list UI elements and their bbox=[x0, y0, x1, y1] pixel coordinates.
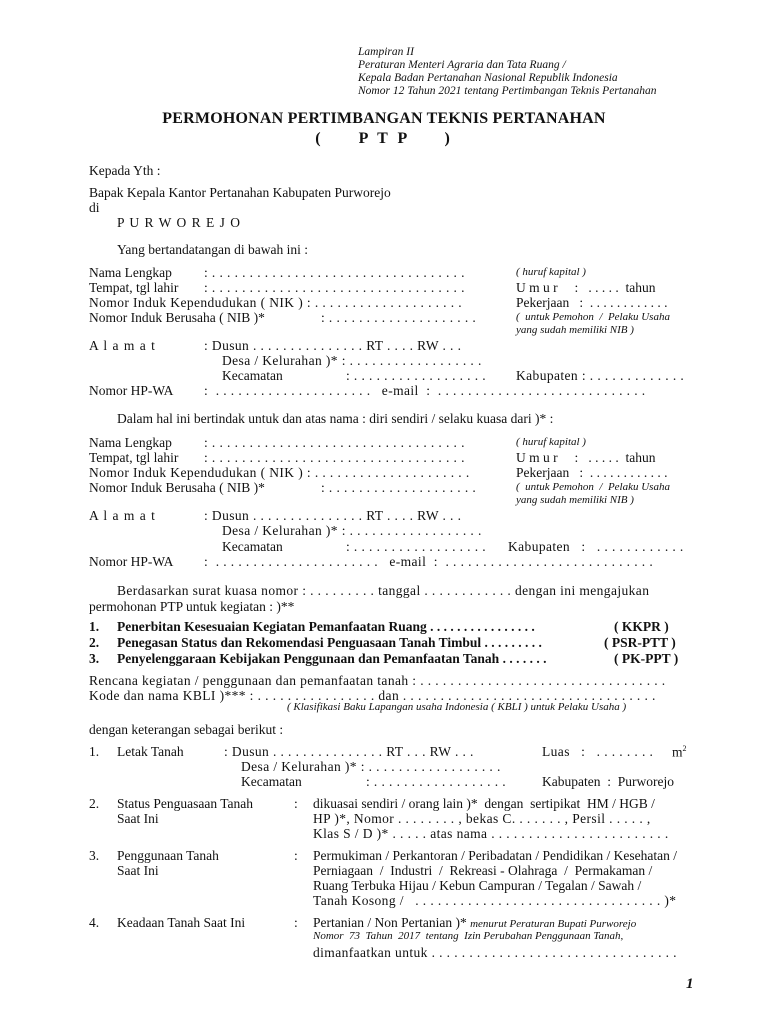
intro-text: Yang bertandatangan di bawah ini : bbox=[117, 242, 308, 257]
form2-alamat-label: A l a m a t bbox=[89, 508, 156, 523]
header-line-2: Peraturan Menteri Agraria dan Tata Ruang / bbox=[358, 59, 566, 71]
form2-nib-note-1: ( untuk Pemohon / Pelaku Usaha bbox=[516, 481, 670, 493]
form1-nik-field[interactable]: Nomor Induk Kependudukan ( NIK ) : . . . . . . . . . . . . . . . . . . . . bbox=[89, 295, 463, 310]
form1-nama-label: Nama Lengkap bbox=[89, 265, 172, 280]
item-3-colon: : bbox=[294, 848, 298, 863]
recipient-city: P U R W O R E J O bbox=[117, 215, 242, 230]
item-3-label-2: Saat Ini bbox=[117, 863, 159, 878]
item-4-line-1a: Pertanian / Non Pertanian )* bbox=[313, 915, 467, 930]
item-1-kecamatan-label: Kecamatan bbox=[241, 774, 302, 789]
recipient-di: di bbox=[89, 200, 100, 215]
form2-desa-field[interactable]: Desa / Kelurahan )* : . . . . . . . . . . . . . . . . . . bbox=[222, 523, 482, 538]
form1-kabupaten-field[interactable]: Kabupaten : . . . . . . . . . . . . . bbox=[516, 368, 685, 383]
form2-umur-field[interactable]: U m u r : . . . . . tahun bbox=[516, 450, 656, 465]
page-subtitle: ( P T P ) bbox=[315, 130, 453, 147]
recipient-kepada: Kepada Yth : bbox=[89, 163, 161, 178]
header-line-3: Kepala Badan Pertanahan Nasional Republik Indonesia bbox=[358, 72, 618, 84]
form1-pekerjaan-field[interactable]: Pekerjaan : . . . . . . . . . . . . bbox=[516, 295, 668, 310]
form2-nib-note-2: yang sudah memiliki NIB ) bbox=[516, 494, 634, 506]
form1-hp-label: Nomor HP-WA bbox=[89, 383, 174, 398]
item-4-line-3[interactable]: dimanfaatkan untuk . . . . . . . . . . . . . . . . . . . . . . . . . . . . . . . . . bbox=[313, 945, 677, 960]
item-3-line-3[interactable]: Ruang Terbuka Hijau / Kebun Campuran / Tegalan / Sawah / bbox=[313, 878, 642, 893]
recipient-bapak: Bapak Kepala Kantor Pertanahan Kabupaten Purworejo bbox=[89, 185, 391, 200]
form2-ttl-label: Tempat, tgl lahir bbox=[89, 450, 179, 465]
form2-nama-label: Nama Lengkap bbox=[89, 435, 172, 450]
page-number: 1 bbox=[686, 976, 694, 992]
item-3-label-1: Penggunaan Tanah bbox=[117, 848, 219, 863]
form2-nama-note: ( huruf kapital ) bbox=[516, 436, 586, 448]
item-1-luas-field[interactable]: Luas : . . . . . . . . bbox=[542, 744, 654, 759]
form1-nib-label: Nomor Induk Berusaha ( NIB )* bbox=[89, 310, 265, 325]
form1-alamat-label: A l a m a t bbox=[89, 338, 156, 353]
item-4-num: 4. bbox=[89, 915, 100, 930]
keterangan-intro: dengan keterangan sebagai berikut : bbox=[89, 722, 284, 737]
form1-nib-field[interactable]: : . . . . . . . . . . . . . . . . . . . . bbox=[321, 310, 477, 325]
form2-nik-field[interactable]: Nomor Induk Kependudukan ( NIK ) : . . . . . . . . . . . . . . . . . . . . . bbox=[89, 465, 470, 480]
form2-ttl-field[interactable]: : . . . . . . . . . . . . . . . . . . . . . . . . . . . . . . . . . . bbox=[204, 450, 465, 465]
form1-ttl-field[interactable]: : . . . . . . . . . . . . . . . . . . . . . . . . . . . . . . . . . . bbox=[204, 280, 465, 295]
act-on-behalf-text: Dalam hal ini bertindak untuk dan atas nama : diri sendiri / selaku kuasa dari )* : bbox=[117, 411, 554, 426]
item-2-label-1: Status Penguasaan Tanah bbox=[117, 796, 254, 811]
header-line-1: Lampiran II bbox=[358, 46, 414, 58]
activity-1-text[interactable]: Penerbitan Kesesuaian Kegiatan Pemanfaatan Ruang . . . . . . . . . . . . . . . . bbox=[117, 619, 535, 634]
form1-dusun-field[interactable]: : Dusun . . . . . . . . . . . . . . . RT . . . . RW . . . bbox=[204, 338, 462, 353]
form2-nama-field[interactable]: : . . . . . . . . . . . . . . . . . . . . . . . . . . . . . . . . . . bbox=[204, 435, 465, 450]
form2-nib-field[interactable]: : . . . . . . . . . . . . . . . . . . . . bbox=[321, 480, 477, 495]
form1-hp-email-field[interactable]: : . . . . . . . . . . . . . . . . . . . . . e-mail : . . . . . . . . . . . . . . . . . . . . . . . . . . . . bbox=[204, 383, 646, 398]
form2-nib-label: Nomor Induk Berusaha ( NIB )* bbox=[89, 480, 265, 495]
activity-1-num: 1. bbox=[89, 619, 100, 634]
rencana-line-1[interactable]: Rencana kegiatan / penggunaan dan pemanfaatan tanah : . . . . . . . . . . . . . . . . . . . . . . . . . . . . . . . . . bbox=[89, 673, 666, 688]
activity-2-text[interactable]: Penegasan Status dan Rekomendasi Penguasaan Tanah Timbul . . . . . . . . . bbox=[117, 635, 542, 650]
form1-ttl-label: Tempat, tgl lahir bbox=[89, 280, 179, 295]
form1-nib-note-1: ( untuk Pemohon / Pelaku Usaha bbox=[516, 311, 670, 323]
item-1-kecamatan-field[interactable]: : . . . . . . . . . . . . . . . . . . bbox=[366, 774, 507, 789]
item-1-num: 1. bbox=[89, 744, 100, 759]
activity-1-code: ( KKPR ) bbox=[614, 619, 669, 634]
form2-kecamatan-field[interactable]: : . . . . . . . . . . . . . . . . . . bbox=[346, 539, 487, 554]
item-2-label-2: Saat Ini bbox=[117, 811, 159, 826]
item-3-num: 3. bbox=[89, 848, 100, 863]
item-3-line-2[interactable]: Perniagaan / Industri / Rekreasi - Olahraga / Permakaman / bbox=[313, 863, 653, 878]
item-2-num: 2. bbox=[89, 796, 100, 811]
form2-pekerjaan-field[interactable]: Pekerjaan : . . . . . . . . . . . . bbox=[516, 465, 668, 480]
item-1-kabupaten: Kabupaten : Purworejo bbox=[542, 774, 674, 789]
form1-nib-note-2: yang sudah memiliki NIB ) bbox=[516, 324, 634, 336]
rencana-note: ( Klasifikasi Baku Lapangan usaha Indonesia ( KBLI ) untuk Pelaku Usaha ) bbox=[287, 701, 627, 713]
item-1-dusun-field[interactable]: : Dusun . . . . . . . . . . . . . . . RT . . . RW . . . bbox=[224, 744, 474, 759]
item-1-luas-unit: $m^2$ bbox=[672, 744, 687, 760]
activity-3-num: 3. bbox=[89, 651, 100, 666]
form2-hp-email-field[interactable]: : . . . . . . . . . . . . . . . . . . . . . . e-mail : . . . . . . . . . . . . . . . . . . . . . . . . . . . . bbox=[204, 554, 654, 569]
form1-desa-field[interactable]: Desa / Kelurahan )* : . . . . . . . . . . . . . . . . . . bbox=[222, 353, 482, 368]
form1-kecamatan-label: Kecamatan bbox=[222, 368, 283, 383]
kuasa-line-2: permohonan PTP untuk kegiatan : )** bbox=[89, 599, 295, 614]
item-1-desa-field[interactable]: Desa / Kelurahan )* : . . . . . . . . . . . . . . . . . . bbox=[241, 759, 501, 774]
header-line-4: Nomor 12 Tahun 2021 tentang Pertimbangan Teknis Pertanahan bbox=[358, 85, 657, 97]
form1-umur-field[interactable]: U m u r : . . . . . tahun bbox=[516, 280, 656, 295]
form1-nama-field[interactable]: : . . . . . . . . . . . . . . . . . . . . . . . . . . . . . . . . . . bbox=[204, 265, 465, 280]
activity-3-code: ( PK-PPT ) bbox=[614, 651, 679, 666]
item-3-line-4[interactable]: Tanah Kosong / . . . . . . . . . . . . . . . . . . . . . . . . . . . . . . . . . )* bbox=[313, 893, 677, 908]
kuasa-line-1[interactable]: Berdasarkan surat kuasa nomor : . . . . . . . . . tanggal . . . . . . . . . . . . dengan ini mengajukan bbox=[117, 583, 650, 598]
item-2-line-3[interactable]: Klas S / D )* . . . . . atas nama . . . . . . . . . . . . . . . . . . . . . . . . bbox=[313, 826, 669, 841]
form1-nama-note: ( huruf kapital ) bbox=[516, 266, 586, 278]
item-2-line-1[interactable]: dikuasai sendiri / orang lain )* dengan sertipikat HM / HGB / bbox=[313, 796, 655, 811]
item-2-colon: : bbox=[294, 796, 298, 811]
form2-kecamatan-label: Kecamatan bbox=[222, 539, 283, 554]
item-2-line-2[interactable]: HP )*, Nomor . . . . . . . . , bekas C. . . . . . . , Persil . . . . . , bbox=[313, 811, 651, 826]
activity-2-num: 2. bbox=[89, 635, 100, 650]
page-title: PERMOHONAN PERTIMBANGAN TEKNIS PERTANAHAN bbox=[162, 110, 606, 127]
item-4-colon: : bbox=[294, 915, 298, 930]
item-4-label: Keadaan Tanah Saat Ini bbox=[117, 915, 246, 930]
rencana-line-2[interactable]: Kode dan nama KBLI )*** : . . . . . . . . . . . . . . . . dan . . . . . . . . . . . . . . . . . . . . . . . . . . . . . . . . . . bbox=[89, 688, 656, 703]
item-4-line-1[interactable] bbox=[313, 916, 636, 930]
form2-kabupaten-field[interactable]: Kabupaten : . . . . . . . . . . . . bbox=[508, 539, 684, 554]
activity-3-text[interactable]: Penyelenggaraan Kebijakan Penggunaan dan Pemanfaatan Tanah . . . . . . . bbox=[117, 651, 547, 666]
item-4-line-2: Nomor 73 Tahun 2017 tentang Izin Perubahan Penggunaan Tanah, bbox=[313, 930, 624, 942]
form1-kecamatan-field[interactable]: : . . . . . . . . . . . . . . . . . . bbox=[346, 368, 487, 383]
form2-hp-label: Nomor HP-WA bbox=[89, 554, 174, 569]
item-1-label: Letak Tanah bbox=[117, 744, 184, 759]
form2-dusun-field[interactable]: : Dusun . . . . . . . . . . . . . . . RT . . . . RW . . . bbox=[204, 508, 462, 523]
item-3-line-1[interactable]: Permukiman / Perkantoran / Peribadatan / Pendidikan / Kesehatan / bbox=[313, 848, 678, 863]
activity-2-code: ( PSR-PTT ) bbox=[604, 635, 676, 650]
item-4-line-1b: menurut Peraturan Bupati Purworejo bbox=[470, 918, 637, 930]
